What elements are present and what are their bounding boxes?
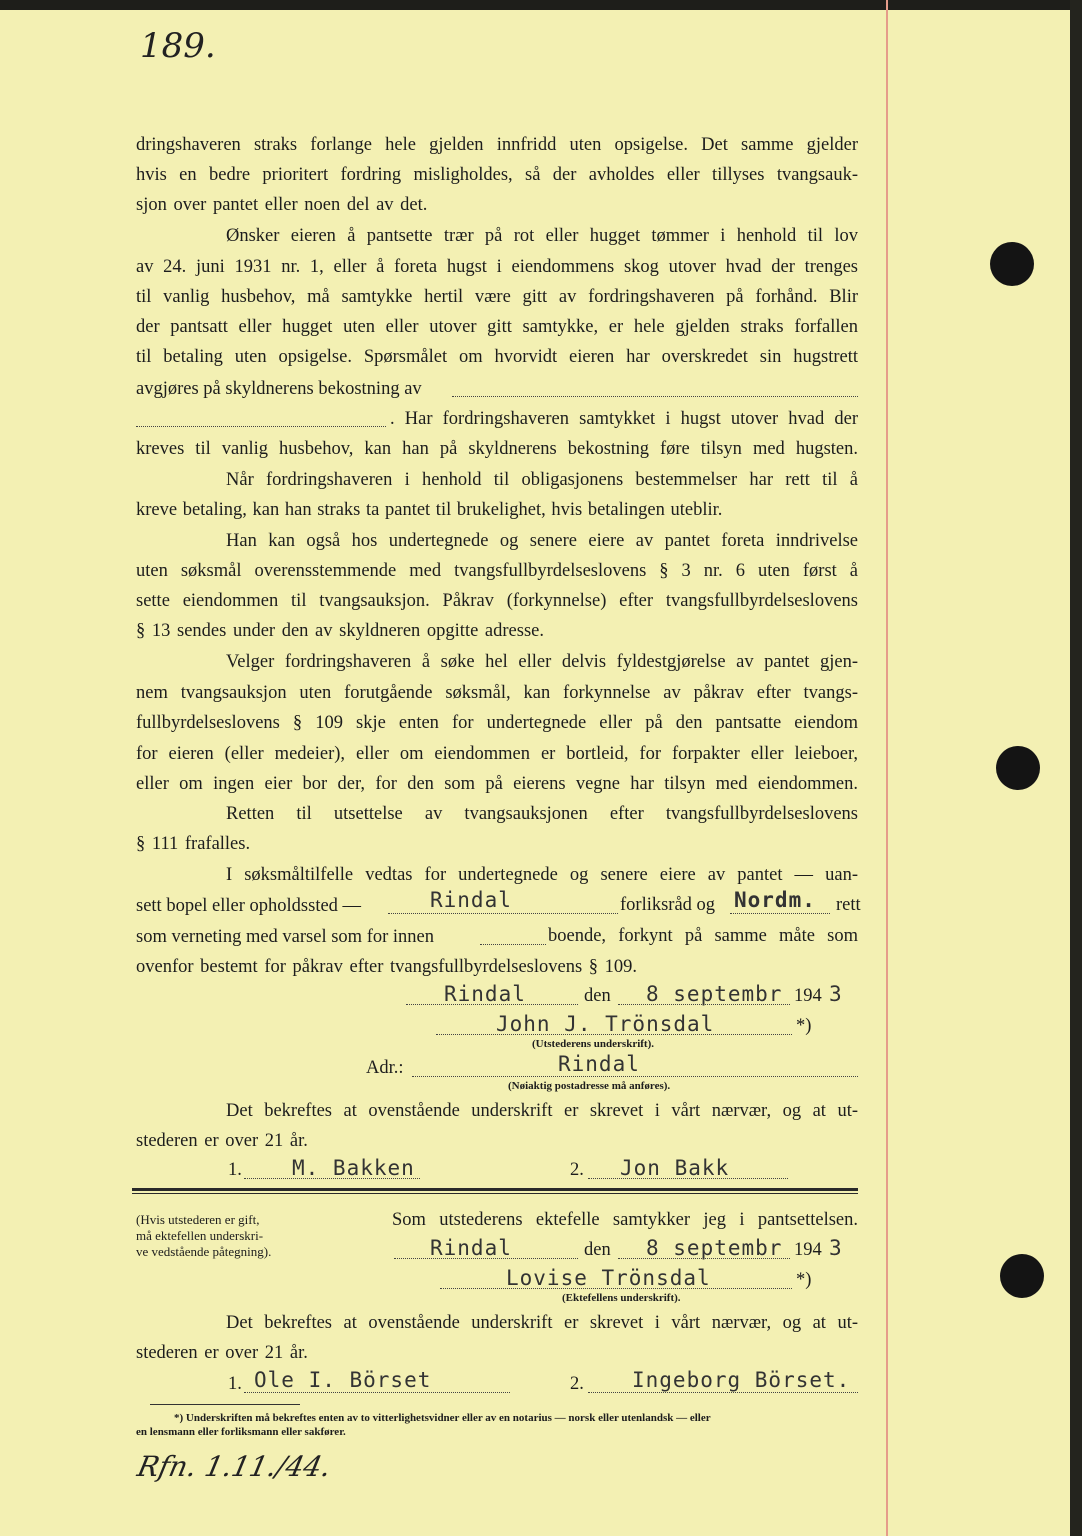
witness-num-2: 2. <box>570 1160 584 1180</box>
witness-name-2: Ingeborg Börset. <box>632 1368 851 1392</box>
fill-line <box>136 426 386 427</box>
text-line: § 13 sendes under den av skyldneren opgitte adresse. <box>136 621 544 641</box>
text-line: til betaling uten opsigelse. Spørsmålet om hvorvidt eieren har overskredet sin hugstrett <box>136 347 858 367</box>
punch-hole <box>990 242 1034 286</box>
text-line: for eieren (eller medeier), eller om eiendommen er bortleid, for forpakter eller leieboer, <box>136 744 858 764</box>
spouse-date: 8 septembr <box>646 1236 783 1260</box>
scan-edge-top <box>0 0 1082 10</box>
page-number: 189. <box>140 26 216 66</box>
typed-court: Nordm. <box>734 888 816 912</box>
text-line: § 111 frafalles. <box>136 834 251 854</box>
text-line: eller om ingen eier bor der, for den som på eierens vegne har tilsyn med eiendommen. <box>136 774 858 794</box>
year-suffix: 3 <box>829 982 843 1006</box>
asterisk-mark: *) <box>796 1016 812 1036</box>
text-line: fullbyrdelseslovens § 109 skje enten for undertegnede eller på den pantsatte eiendom <box>136 713 858 733</box>
fill-line <box>480 944 546 945</box>
forliksrad-label: forliksråd og <box>620 895 716 915</box>
footnote-line: en lensmann eller forliksmann eller sakfører. <box>136 1426 346 1438</box>
text-line: sette eiendommen til tvangsauksjon. Påkrav (forkynnelse) efter tvangsfullbyrdelseslovens <box>136 591 858 611</box>
witness-name-1: M. Bakken <box>292 1156 415 1180</box>
year-prefix: 194 <box>794 1240 822 1260</box>
text-line: der pantsatt eller hugget uten eller utover gitt samtykke, er hele gjelden straks forfallen <box>136 317 858 337</box>
text-line: kreves til vanlig husbehov, kan han på skyldnerens bekostning føre tilsyn med hugsten. <box>136 439 858 459</box>
text-line: kreve betaling, kan han straks ta pantet til brukelighet, hvis betalingen uteblir. <box>136 500 723 520</box>
text-line: Ønsker eieren å pantsette trær på rot eller hugget tømmer i henhold til lov <box>226 226 858 246</box>
witness-num-1: 1. <box>228 1160 242 1180</box>
text-line: sett bopel eller opholdssted — <box>136 896 362 916</box>
fill-line <box>412 1076 858 1077</box>
divider <box>132 1188 858 1191</box>
footnote-line: *) Underskriften må bekreftes enten av to vitterlighetsvidner eller av en notarius — norsk eller utenlandsk — eller <box>174 1412 711 1424</box>
spouse-consent: Som utstederens ektefelle samtykker jeg i pantsettelsen. <box>392 1210 858 1230</box>
rett-label: rett <box>836 895 861 915</box>
text-line: stederen er over 21 år. <box>136 1131 308 1151</box>
issuer-caption: (Utstederens underskrift). <box>532 1038 655 1050</box>
text-line: Det bekreftes at ovenstående underskrift er skrevet i vårt nærvær, og at ut- <box>226 1101 858 1121</box>
adr-value: Rindal <box>558 1052 640 1076</box>
text-line: ovenfor bestemt for påkrav efter tvangsfullbyrdelseslovens § 109. <box>136 957 638 977</box>
text-line: avgjøres på skyldnerens bekostning av <box>136 379 422 399</box>
asterisk-mark: *) <box>796 1270 812 1290</box>
punch-hole <box>996 746 1040 790</box>
text-line: Velger fordringshaveren å søke hel eller delvis fyldestgjørelse av pantet gjen- <box>226 652 858 672</box>
text-line: sjon over pantet eller noen del av det. <box>136 195 428 215</box>
spouse-place: Rindal <box>430 1236 512 1260</box>
witness-name-1: Ole I. Börset <box>254 1368 432 1392</box>
spouse-side-note: (Hvis utstederen er gift, må ektefellen underskri- ve vedstående påtegning). <box>136 1212 272 1259</box>
punch-hole <box>1000 1254 1044 1298</box>
margin-line <box>886 0 888 1536</box>
fill-line <box>388 913 618 914</box>
witness-num-2: 2. <box>570 1374 584 1394</box>
text-line: dringshaveren straks forlange hele gjelden innfridd uten opsigelse. Det samme gjelder <box>136 135 858 155</box>
sign-place: Rindal <box>444 982 526 1006</box>
fill-line <box>244 1392 510 1393</box>
issuer-name: John J. Trönsdal <box>496 1012 715 1036</box>
text-line: Når fordringshaveren i henhold til obligasjonens bestemmelser har rett til å <box>226 470 858 490</box>
divider <box>132 1193 858 1194</box>
year-prefix: 194 <box>794 986 822 1006</box>
spouse-caption: (Ektefellens underskrift). <box>562 1292 681 1304</box>
den-label: den <box>584 1240 611 1260</box>
year-suffix: 3 <box>829 1236 843 1260</box>
handwritten-note: Rfn. 1.11./44. <box>134 1450 335 1483</box>
text-line: Han kan også hos undertegnede og senere eiere av pantet foreta inndrivelse <box>226 531 858 551</box>
text-line: av 24. juni 1931 nr. 1, eller å foreta hugst i eiendommens skog utover hvad der trenges <box>136 257 858 277</box>
fill-line <box>730 913 830 914</box>
text-line: til vanlig husbehov, må samtykke hertil være gitt av fordringshaveren på forhånd. Blir <box>136 287 858 307</box>
boende-text: boende, forkynt på samme måte som <box>548 926 858 946</box>
text-line: som verneting med varsel som for innen <box>136 927 434 947</box>
sign-date: 8 septembr <box>646 982 783 1006</box>
scan-edge-right <box>1070 0 1082 1536</box>
fill-line <box>588 1392 858 1393</box>
adr-label: Adr.: <box>366 1058 404 1078</box>
text-line: I søksmåltilfelle vedtas for undertegnede og senere eiere av pantet — uan- <box>226 865 858 885</box>
text-line: stederen er over 21 år. <box>136 1343 308 1363</box>
witness-num-1: 1. <box>228 1374 242 1394</box>
footnote-rule <box>150 1404 300 1405</box>
text-line: Retten til utsettelse av tvangsauksjonen efter tvangsfullbyrdelseslovens <box>226 804 858 824</box>
text-line: Det bekreftes at ovenstående underskrift er skrevet i vårt nærvær, og at ut- <box>226 1313 858 1333</box>
text-line: . Har fordringshaveren samtykket i hugst utover hvad der <box>390 409 858 429</box>
text-line: uten søksmål overensstemmende med tvangsfullbyrdelseslovens § 3 nr. 6 uten først å <box>136 561 858 581</box>
typed-place: Rindal <box>430 888 512 912</box>
den-label: den <box>584 986 611 1006</box>
fill-line <box>452 396 858 397</box>
adr-caption: (Nøiaktig postadresse må anføres). <box>508 1080 671 1092</box>
text-line: hvis en bedre prioritert fordring misligholdes, så der avholdes eller tillyses tvangsauk- <box>136 165 858 185</box>
spouse-name: Lovise Trönsdal <box>506 1266 711 1290</box>
text-line: nem tvangsauksjon uten forutgående søksmål, kan forkynnelse av påkrav efter tvangs- <box>136 683 858 703</box>
witness-name-2: Jon Bakk <box>620 1156 730 1180</box>
